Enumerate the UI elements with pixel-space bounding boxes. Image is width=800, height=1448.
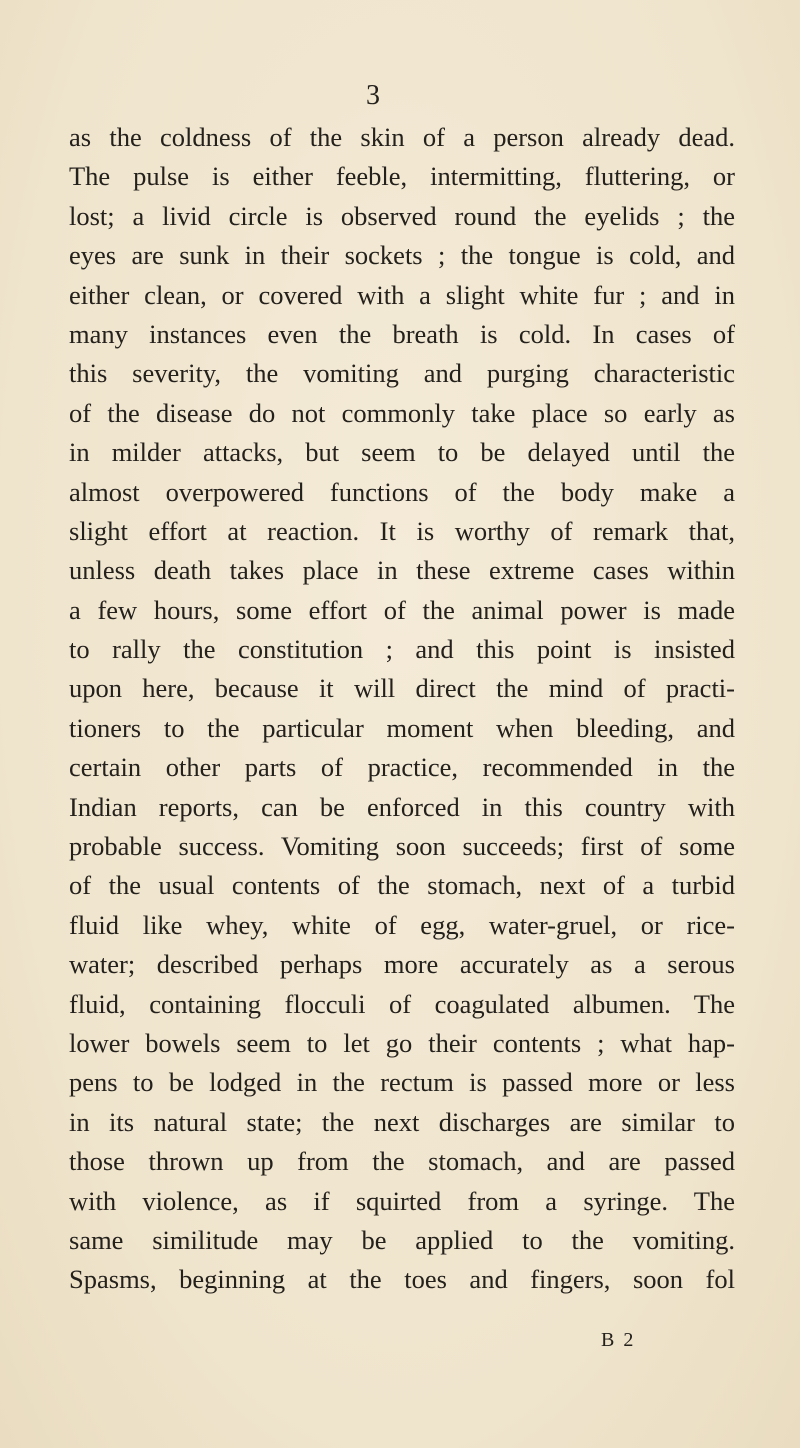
text-line: in its natural state; the next discharges are similar to: [69, 1106, 735, 1137]
text-line: fluid like whey, white of egg, water-gruel, or rice-: [69, 909, 735, 940]
text-line: with violence, as if squirted from a syringe. The: [69, 1185, 735, 1216]
text-line: probable success. Vomiting soon succeeds; first of some: [69, 831, 735, 862]
text-line: pens to be lodged in the rectum is passed more or less: [69, 1067, 735, 1098]
text-line: many instances even the breath is cold. In cases of: [69, 318, 735, 349]
text-line: those thrown up from the stomach, and are passed: [69, 1146, 735, 1177]
text-line: almost overpowered functions of the body make a: [69, 476, 735, 507]
text-line: lower bowels seem to let go their contents ; what hap-: [69, 1027, 735, 1058]
text-line: fluid, containing flocculi of coagulated albumen. The: [69, 988, 735, 1019]
text-line: water; described perhaps more accurately as a serous: [69, 949, 735, 980]
text-line: certain other parts of practice, recommended in the: [69, 752, 735, 783]
text-line: to rally the constitution ; and this point is insisted: [69, 634, 735, 665]
body-text: [69, 118, 735, 1300]
text-line: as the coldness of the skin of a person already dead.: [69, 122, 735, 152]
text-line: unless death takes place in these extreme cases within: [69, 555, 735, 586]
text-line: slight effort at reaction. It is worthy of remark that,: [69, 515, 735, 546]
text-line: of the disease do not commonly take place so early as: [69, 397, 735, 428]
text-line: eyes are sunk in their sockets ; the tongue is cold, and: [69, 240, 735, 271]
text-line: same similitude may be applied to the vomiting.: [69, 1224, 735, 1255]
text-line: either clean, or covered with a slight white fur ; and in: [69, 279, 735, 310]
text-line: in milder attacks, but seem to be delayed until the: [69, 437, 735, 468]
text-line: a few hours, some effort of the animal power is made: [69, 594, 735, 625]
text-line: tioners to the particular moment when bleeding, and: [69, 712, 735, 743]
text-line: Indian reports, can be enforced in this country with: [69, 791, 735, 822]
text-line: this severity, the vomiting and purging characteristic: [69, 358, 735, 389]
text-line: upon here, because it will direct the mind of practi-: [69, 673, 735, 704]
text-line: of the usual contents of the stomach, next of a turbid: [69, 870, 735, 901]
signature-mark: B 2: [601, 1329, 636, 1351]
text-line: The pulse is either feeble, intermitting, fluttering, or: [69, 161, 735, 192]
page-number: 3: [366, 80, 380, 111]
text-line: Spasms, beginning at the toes and fingers, soon fol: [69, 1264, 735, 1295]
text-line: lost; a livid circle is observed round the eyelids ; the: [69, 200, 735, 231]
